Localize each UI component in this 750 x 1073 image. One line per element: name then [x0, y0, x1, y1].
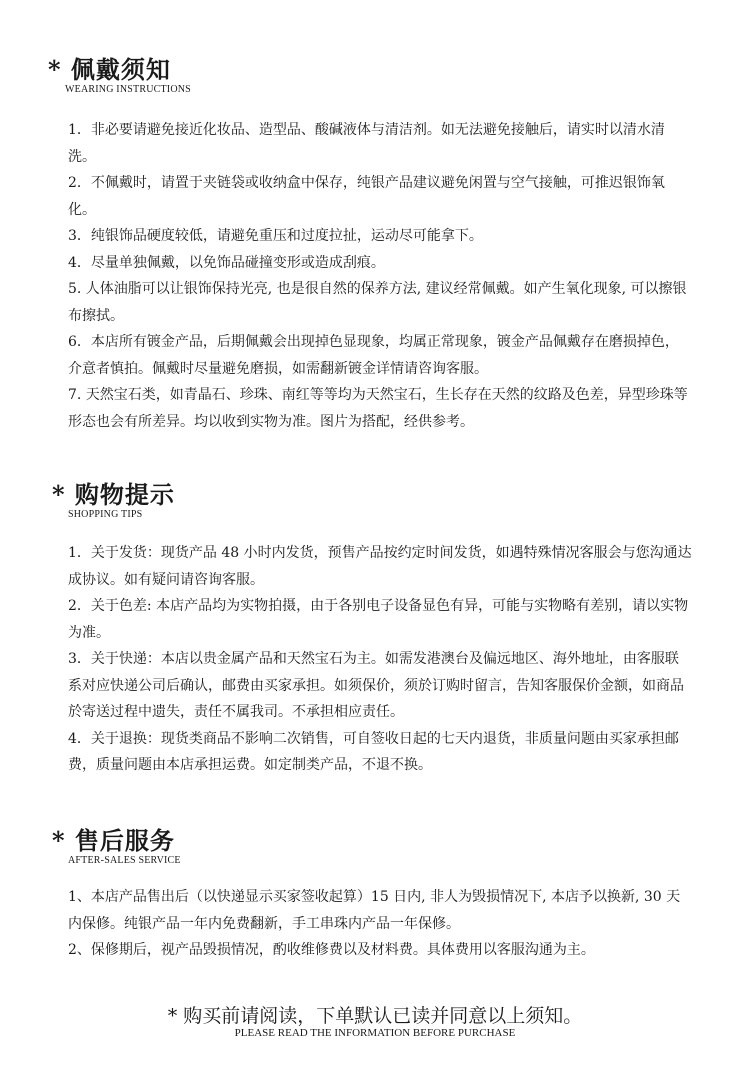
list-item: 3．关于快递：本店以贵金属产品和天然宝石为主。如需发港澳台及偏远地区、海外地址，由客服联系对应快递公司后确认，邮费由买家承担。如须保价，须於订购时留言，告知客服保价金额，如商品於寄送过程中遗失，责任不属我司。不承担相应责任。	[68, 651, 684, 720]
list-item: 1．关于发货：现货产品 48 小时内发货，预售产品按约定时间发货，如遇特殊情况客服会与您沟通达成协议。如有疑问请咨询客服。	[68, 545, 692, 588]
list-item: 3．纯银饰品硬度较低，请避免重压和过度拉扯，运动尽可能拿下。	[68, 228, 483, 244]
footer-subtitle: PLEASE READ THE INFORMATION BEFORE PURCHASE	[234, 1027, 516, 1039]
list-item: 5. 人体油脂可以让银饰保持光亮, 也是很自然的保养方法, 建议经常佩戴。如产生氧化现象, 可以擦银布擦拭。	[68, 281, 687, 324]
list-item: 2．不佩戴时，请置于夹链袋或收纳盒中保存，纯银产品建议避免闲置与空气接触，可推迟银饰氧化。	[68, 175, 665, 218]
section-title: * 佩戴须知	[48, 55, 171, 84]
list-item: 1、本店产品售出后（以快递显示买家签收起算）15 日内, 非人为毁损情况下, 本店予以换新, 30 天内保修。纯银产品一年内免费翻新，手工串珠内产品一年保修。	[68, 889, 681, 932]
section-subtitle: WEARING INSTRUCTIONS	[65, 84, 191, 95]
list-item: 4．关于退换：现货类商品不影响二次销售，可自签收日起的七天内退货，非质量问题由买家承担邮费，质量问题由本店承担运费。如定制类产品，不退不换。	[68, 730, 679, 773]
list-item: 2．关于色差: 本店产品均为实物拍摄，由于各别电子设备显色有异，可能与实物略有差别，请以实物为准。	[68, 598, 689, 641]
list-item: 4．尽量单独佩戴，以免饰品碰撞变形或造成刮痕。	[68, 254, 385, 271]
section-title: * 售后服务	[52, 826, 175, 855]
list-item: 1．非必要请避免接近化妆品、造型品、酸碱液体与清洁剂。如无法避免接触后，请实时以清水清洗。	[68, 122, 665, 165]
list-item: 6．本店所有镀金产品，后期佩戴会出现掉色显现象，均属正常现象，镀金产品佩戴存在磨损掉色，介意者慎拍。佩戴时尽量避免磨损，如需翻新镀金详情请咨询客服。	[68, 334, 679, 377]
section-subtitle: SHOPPING TIPS	[68, 509, 143, 520]
section-subtitle: AFTER-SALES SERVICE	[68, 855, 181, 866]
service-list	[68, 884, 692, 964]
tips-list	[68, 540, 692, 779]
section-title: * 购物提示	[52, 480, 175, 509]
footer-title: * 购买前请阅读，下单默认已读并同意以上须知。	[167, 1005, 583, 1027]
list-item: 7. 天然宝石类，如青晶石、珍珠、南红等等均为天然宝石，生长存在天然的纹路及色差，异型珍珠等形态也会有所差异。均以收到实物为准。图片为搭配，经供参考。	[68, 387, 688, 430]
instruction-list	[68, 117, 692, 435]
list-item: 2、保修期后，视产品毁损情况，酌收维修费以及材料费。具体费用以客服沟通为主。	[68, 942, 595, 958]
